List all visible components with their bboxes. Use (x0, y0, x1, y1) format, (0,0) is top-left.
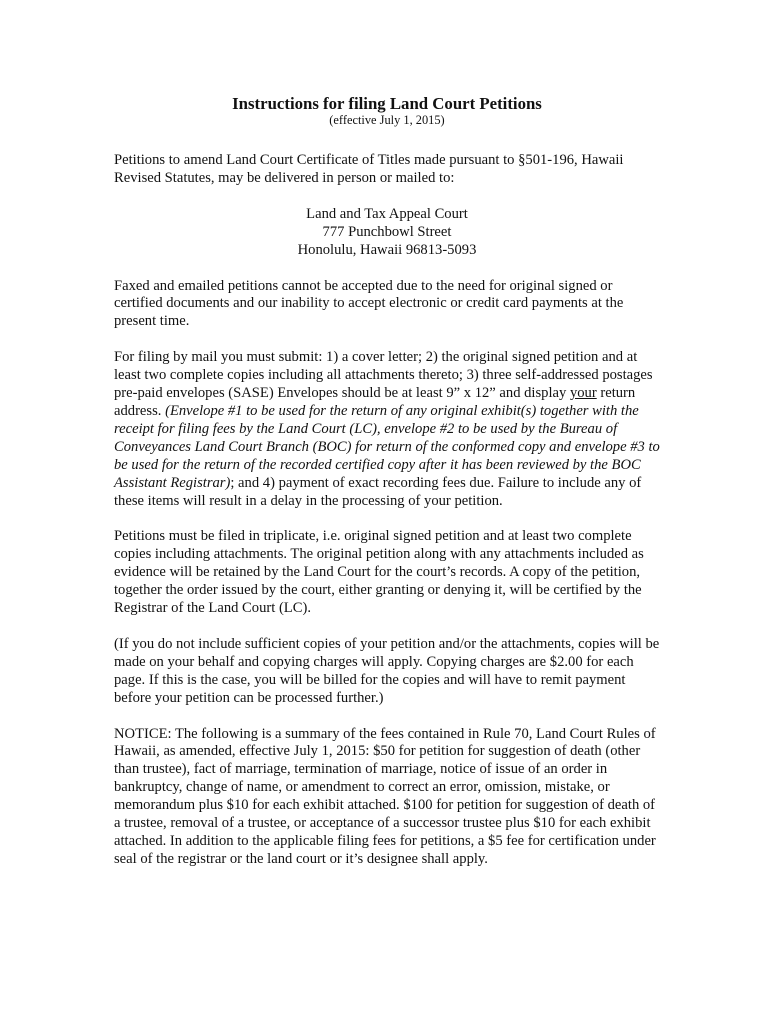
mail-filing-paragraph (114, 349, 660, 510)
document-subtitle: (effective July 1, 2015) (329, 113, 445, 127)
address-line-2: 777 Punchbowl Street (322, 223, 452, 240)
copies-paragraph: (If you do not include sufficient copies of your petition and/or the attachments, copies will be made on your behalf and copying charges will apply. Copying charges are $2.00 for each page. If this is the case, you will be billed for the copies and will have to remit payment before your petition can be processed further.) (114, 635, 660, 706)
mail-paragraph-part-2: return address. (114, 385, 636, 419)
triplicate-paragraph: Petitions must be filed in triplicate, i.e. original signed petition and at least two complete copies including attachments. The original petition along with any attachments included as evidence will be retained by the Land Court for the court’s records. A copy of the petition, together the order issued by the court, either granting or denying it, will be certified by the Registrar of the Land Court (LC). (114, 528, 644, 617)
fax-email-paragraph: Faxed and emailed petitions cannot be accepted due to the need for original signed or certified documents and our inability to accept electronic or credit card payments at the present time. (114, 277, 624, 330)
mail-paragraph-underlined: your (569, 385, 597, 402)
address-line-3: Honolulu, Hawaii 96813-5093 (297, 241, 477, 258)
address-line-1: Land and Tax Appeal Court (306, 205, 468, 222)
document-page (114, 94, 660, 887)
mail-paragraph-part-1: For filing by mail you must submit: 1) a cover letter; 2) the original signed petition and at least two complete copies including all attachments thereto; 3) three self-addressed postages pre-paid envelopes (SASE) Envelopes should be at least 9” x 12” and display (114, 349, 653, 402)
notice-paragraph: NOTICE: The following is a summary of the fees contained in Rule 70, Land Court Rules of Hawaii, as amended, effective July 1, 2015: $50 for petition for suggestion of death (other than trustee), fact of marriage, termination of marriage, notice of issue of an order in bankruptcy, change of name, or amendment to correct an error, omission, mistake, or memorandum plus $10 for each exhibit attached. $100 for petition for suggestion of death of a trustee, removal of a trustee, or acceptance of a successor trustee plus $10 for each exhibit attached. In addition to the applicable filing fees for petitions, a $5 fee for certification under seal of the registrar or the land court or it’s designee shall apply. (114, 725, 656, 867)
document-title: Instructions for filing Land Court Petitions (232, 94, 542, 113)
envelope-instructions: (Envelope #1 to be used for the return of any original exhibit(s) together with the receipt for filing fees by the Land Court (LC), envelope #2 to be used by the Bureau of Conveyances Land Court Branch (BOC) for return of the conformed copy and envelope #3 to be used for the return of the recorded certified copy after it has been reviewed by the BOC Assistant Registrar) (114, 402, 660, 491)
intro-paragraph: Petitions to amend Land Court Certificate of Titles made pursuant to §501-196, Hawaii Revised Statutes, may be delivered in person or mailed to: (114, 152, 624, 186)
court-address (114, 206, 660, 260)
mail-paragraph-part-3: ; and 4) payment of exact recording fees due. Failure to include any of these items will result in a delay in the processing of your petition. (114, 474, 642, 509)
